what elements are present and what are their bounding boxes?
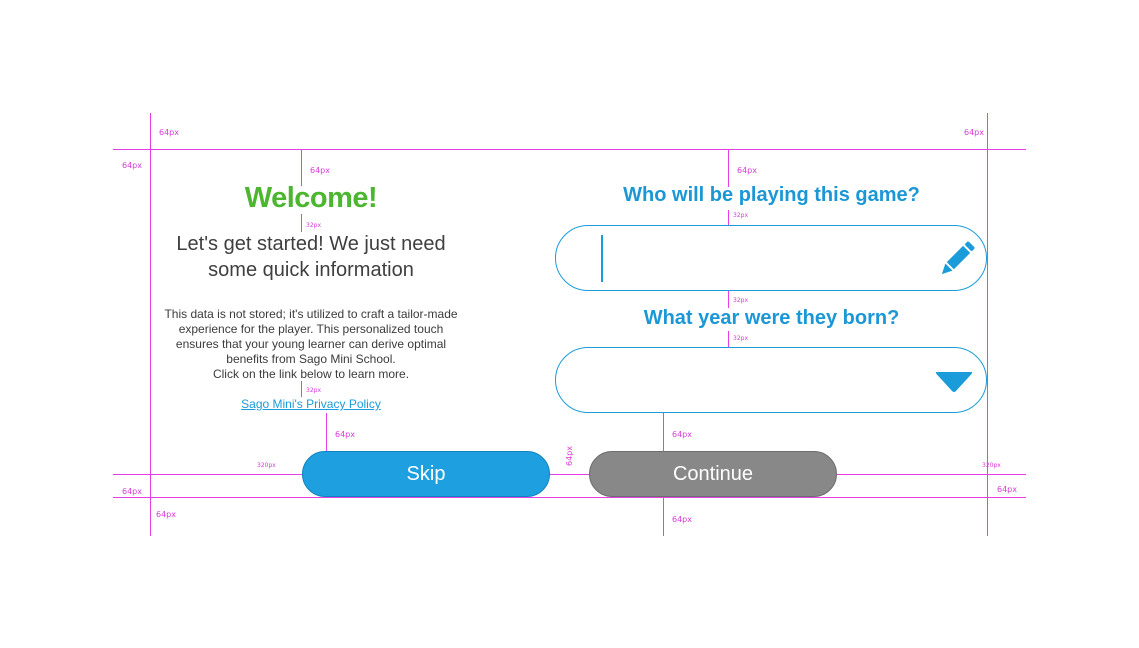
spacing-label: 64px xyxy=(737,166,757,175)
pencil-icon[interactable] xyxy=(936,240,976,280)
continue-button[interactable]: Continue xyxy=(589,451,837,497)
spacing-label: 64px xyxy=(122,161,142,170)
guide-line-right-col-3 xyxy=(728,291,729,308)
player-name-input[interactable] xyxy=(608,238,932,280)
spacing-label: 64px xyxy=(672,515,692,524)
disclaimer-line: experience for the player. This personalized touch xyxy=(178,322,444,336)
spacing-label: 64px xyxy=(672,430,692,439)
spacing-label: 32px xyxy=(306,222,321,229)
subtitle-line: Let's get started! We just need xyxy=(176,233,446,255)
text-caret xyxy=(601,235,603,282)
player-name-field[interactable] xyxy=(555,225,987,291)
skip-button[interactable]: Skip xyxy=(302,451,550,497)
guide-line-skip xyxy=(326,413,327,451)
disclaimer-line: Click on the link below to learn more. xyxy=(212,367,410,381)
guide-line-left-col xyxy=(301,149,302,186)
subtitle-line: some quick information xyxy=(208,259,414,281)
spacing-label: 64px xyxy=(997,485,1017,494)
data-disclaimer xyxy=(151,307,471,382)
spacing-label: 64px xyxy=(565,446,574,466)
welcome-subtitle xyxy=(151,231,471,283)
guide-line-button-gap xyxy=(551,474,589,475)
birth-year-question: What year were they born? xyxy=(643,307,900,329)
disclaimer-line: ensures that your young learner can derive optimal xyxy=(175,337,447,351)
guide-line-continue-bottom xyxy=(663,497,664,536)
guide-line-left-col-3 xyxy=(301,381,302,397)
disclaimer-line: benefits from Sago Mini School. xyxy=(226,352,396,366)
welcome-title: Welcome! xyxy=(244,182,378,214)
spacing-label: 64px xyxy=(964,128,984,137)
guide-line-right-col-2 xyxy=(728,210,729,225)
spacing-label: 320px xyxy=(982,462,1001,469)
spacing-label: 64px xyxy=(159,128,179,137)
spacing-label: 64px xyxy=(122,487,142,496)
guide-line-continue xyxy=(663,413,664,451)
guide-line-bottom-2 xyxy=(113,497,1026,498)
guide-line-top xyxy=(113,149,1026,150)
spacing-label: 32px xyxy=(733,335,748,342)
privacy-policy-link[interactable]: Sago Mini's Privacy Policy xyxy=(241,397,381,411)
triangle-down-icon[interactable] xyxy=(934,370,974,394)
spacing-label: 64px xyxy=(310,166,330,175)
spacing-label: 64px xyxy=(335,430,355,439)
spacing-label: 320px xyxy=(257,462,276,469)
birth-year-select[interactable] xyxy=(555,347,987,413)
guide-line-left-col-2 xyxy=(301,214,302,232)
guide-line-right-col-4 xyxy=(728,331,729,347)
spacing-label: 32px xyxy=(733,212,748,219)
spacing-label: 32px xyxy=(733,297,748,304)
guide-line-right-col xyxy=(728,149,729,187)
spacing-label: 32px xyxy=(306,387,321,394)
player-name-question: Who will be playing this game? xyxy=(623,184,920,206)
disclaimer-line: This data is not stored; it's utilized to craft a tailor-made xyxy=(164,307,458,321)
spacing-label: 64px xyxy=(156,510,176,519)
